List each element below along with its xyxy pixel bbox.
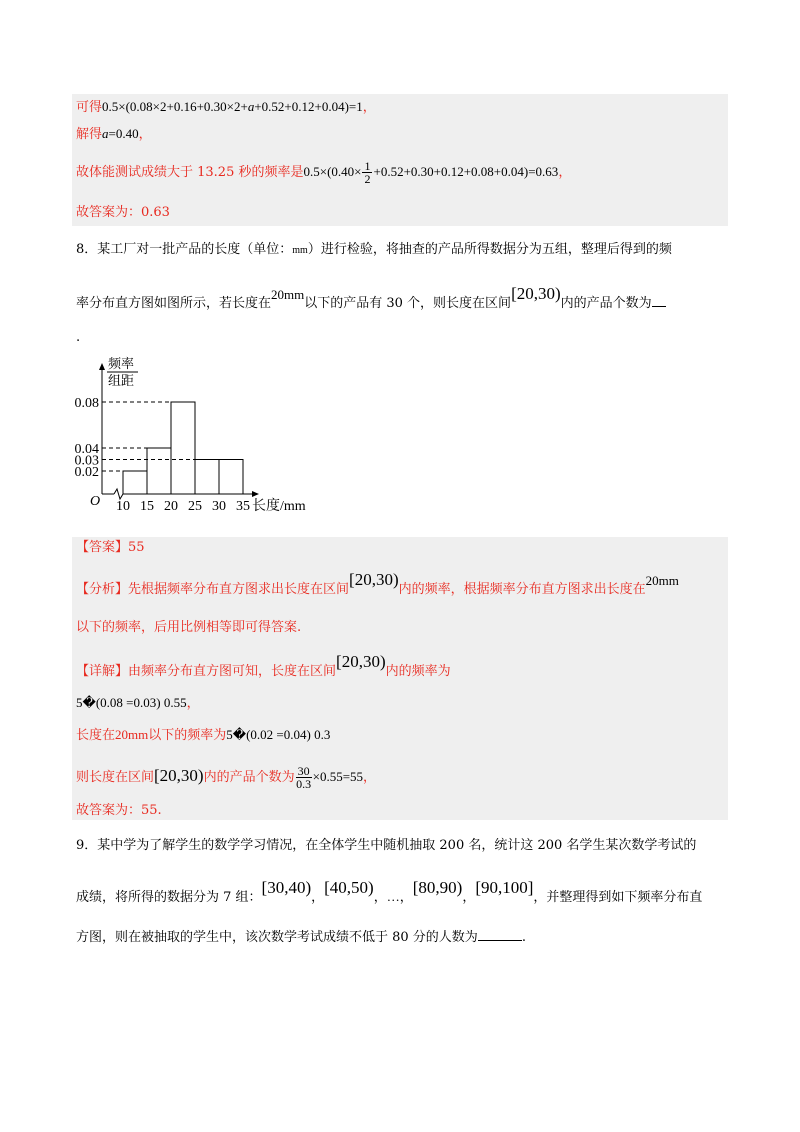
y-tick-label: 0.08 bbox=[74, 396, 99, 411]
y-tick-label: 0.03 bbox=[74, 453, 99, 469]
q9-line-1: 9．某中学为了解学生的数学学习情况，在全体学生中随机抽取 200 名，统计这 200 名学生某次数学考试的 bbox=[76, 838, 697, 853]
prev-solution-line-3: 故体能测试成绩大于 13.25 秒的频率是0.5×(0.40× $\frac{1}{2}$ +0.52+0.30+0.12+0.08+0.04)=0.63， bbox=[76, 159, 572, 186]
answer-blank[interactable] bbox=[478, 928, 522, 941]
q9-line-2: 成绩，将所得的数据分为 7 组：[30,40)，[40,50)，…，[80,90)，[90,100]，并整理得到如下频率分布直 bbox=[76, 878, 703, 905]
q8-line-1: 8．某工厂对一批产品的长度（单位：mm）进行检验，将抽查的产品所得数据分为五组，整理后得到的频 bbox=[76, 242, 672, 257]
x-tick-label: 15 bbox=[140, 499, 154, 514]
prev-solution-line-4: 故答案为：0.63 bbox=[76, 205, 170, 220]
prev-solution-line-2: 解得a=0.40， bbox=[76, 126, 152, 142]
q8-line-2: 率分布直方图如图所示，若长度在20mm以下的产品有 30 个，则长度在区间[20,30)内的产品个数为 bbox=[76, 292, 666, 314]
q8-answer-line: 【答案】55 bbox=[76, 540, 145, 555]
x-tick-label: 35 bbox=[236, 499, 250, 514]
q8-line-3: . bbox=[76, 330, 81, 345]
answer-blank[interactable] bbox=[652, 294, 666, 307]
y-tick-label: 0.02 bbox=[74, 465, 99, 480]
histogram-bar bbox=[123, 471, 147, 494]
axis-break-icon bbox=[114, 489, 123, 499]
x-tick-label: 30 bbox=[212, 499, 226, 514]
histogram-bar bbox=[171, 402, 195, 494]
q9-line-3: 方图，则在被抽取的学生中，该次数学考试成绩不低于 80 分的人数为 . bbox=[76, 930, 526, 945]
q8-analysis-line-2: 以下的频率，后用比例相等即可得答案. bbox=[76, 620, 302, 635]
x-axis-label: 长度/mm bbox=[252, 499, 306, 514]
q8-analysis-line-1: 【分析】先根据频率分布直方图求出长度在区间[20,30)内的频率，根据频率分布直方图求出长度在20mm bbox=[76, 570, 679, 597]
x-tick-label: 20 bbox=[164, 499, 178, 514]
q8-detail-line-1: 【详解】由频率分布直方图可知，长度在区间[20,30)内的频率为 bbox=[76, 652, 451, 679]
histogram-chart bbox=[70, 352, 330, 522]
histogram-bar bbox=[195, 460, 219, 495]
q8-detail-line-3: 长度在20mm以下的频率为5�(0.02 =0.04) 0.3 bbox=[76, 727, 331, 743]
q8-detail-line-2: 5�(0.08 =0.03) 0.55， bbox=[76, 695, 200, 711]
q8-final-answer: 故答案为：55. bbox=[76, 803, 162, 818]
y-tick-label: 0.04 bbox=[74, 442, 99, 457]
prev-solution-line-1: 可得0.5×(0.08×2+0.16+0.30×2+a+0.52+0.12+0.04)=1， bbox=[76, 99, 376, 115]
origin-label: O bbox=[90, 494, 101, 509]
x-tick-label: 25 bbox=[188, 499, 202, 514]
x-tick-label: 10 bbox=[116, 499, 130, 514]
y-axis-label-bottom: 组距 bbox=[108, 373, 135, 388]
histogram-bar bbox=[219, 460, 243, 495]
y-axis-label-top: 频率 bbox=[108, 356, 135, 371]
histogram-bar bbox=[147, 448, 171, 494]
q8-detail-line-4: 则长度在区间[20,30)内的产品个数为 $\frac{30}{0.3}$ ×0.55=55， bbox=[76, 764, 377, 791]
